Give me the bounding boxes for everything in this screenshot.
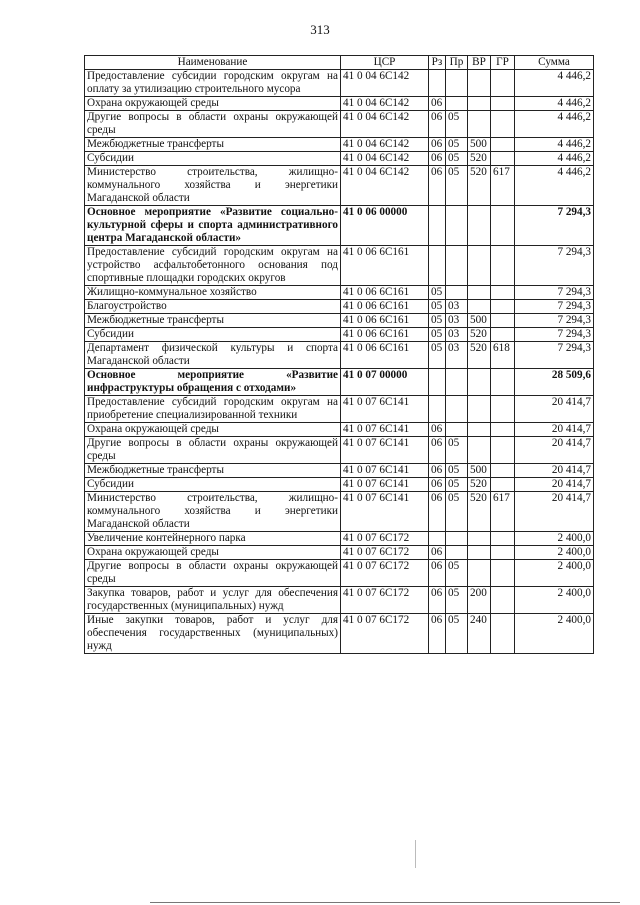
cell-sum: 4 446,2 [515,138,594,152]
cell-sum: 2 400,0 [515,546,594,560]
cell-vr [468,532,491,546]
cell-name: Благоустройство [85,300,341,314]
cell-rz [429,532,446,546]
cell-sum: 7 294,3 [515,300,594,314]
cell-name: Иные закупки товаров, работ и услуг для обеспечения государственных (муниципальных) нужд [85,614,341,654]
header-rz: Рз [429,56,446,70]
cell-gr [491,423,515,437]
cell-pr [446,70,468,97]
cell-pr: 05 [446,614,468,654]
cell-sum: 28 509,6 [515,369,594,396]
cell-gr: 618 [491,342,515,369]
cell-vr: 240 [468,614,491,654]
cell-gr [491,587,515,614]
table-row [85,286,594,300]
cell-csr: 41 0 07 6С141 [341,423,429,437]
table-row [85,300,594,314]
cell-vr [468,546,491,560]
cell-rz [429,246,446,286]
cell-name: Увеличение контейнерного парка [85,532,341,546]
header-row [85,56,594,70]
cell-csr: 41 0 06 6С161 [341,328,429,342]
header-pr: Пр [446,56,468,70]
cell-name: Закупка товаров, работ и услуг для обеспечения государственных (муниципальных) нужд [85,587,341,614]
cell-csr: 41 0 04 6С142 [341,70,429,97]
table-row [85,206,594,246]
cell-gr [491,300,515,314]
cell-vr: 520 [468,342,491,369]
cell-csr: 41 0 04 6С142 [341,152,429,166]
table-row [85,246,594,286]
cell-gr [491,286,515,300]
cell-sum: 4 446,2 [515,70,594,97]
table-row [85,70,594,97]
cell-gr [491,478,515,492]
cell-name: Департамент физической культуры и спорта Магаданской области [85,342,341,369]
cell-name: Основное мероприятие «Развитие социально-культурной сферы и спорта административного центра Магаданской области» [85,206,341,246]
table-row [85,328,594,342]
cell-rz: 06 [429,614,446,654]
cell-vr [468,97,491,111]
cell-sum: 2 400,0 [515,614,594,654]
cell-pr: 05 [446,478,468,492]
cell-vr [468,206,491,246]
cell-pr [446,246,468,286]
cell-sum: 4 446,2 [515,166,594,206]
cell-sum: 2 400,0 [515,532,594,546]
table-row [85,614,594,654]
cell-csr: 41 0 07 6С141 [341,396,429,423]
cell-csr: 41 0 06 6С161 [341,246,429,286]
cell-rz: 06 [429,587,446,614]
cell-csr: 41 0 07 6С172 [341,532,429,546]
cell-vr [468,369,491,396]
cell-name: Другие вопросы в области охраны окружающей среды [85,111,341,138]
table-row [85,587,594,614]
cell-vr [468,396,491,423]
cell-sum: 7 294,3 [515,314,594,328]
cell-name: Жилищно-коммунальное хозяйство [85,286,341,300]
cell-name: Субсидии [85,478,341,492]
cell-rz: 06 [429,152,446,166]
cell-rz: 06 [429,97,446,111]
cell-sum: 4 446,2 [515,111,594,138]
cell-rz: 06 [429,166,446,206]
table-row [85,464,594,478]
table-row [85,138,594,152]
cell-pr [446,423,468,437]
cell-sum: 20 414,7 [515,437,594,464]
cell-pr [446,532,468,546]
cell-pr: 05 [446,138,468,152]
cell-sum: 2 400,0 [515,560,594,587]
table-row [85,97,594,111]
cell-vr: 520 [468,478,491,492]
cell-gr [491,396,515,423]
cell-gr [491,138,515,152]
cell-csr: 41 0 06 6С161 [341,300,429,314]
cell-gr: 617 [491,166,515,206]
cell-sum: 20 414,7 [515,396,594,423]
table-row [85,560,594,587]
cell-rz: 06 [429,111,446,138]
cell-sum: 20 414,7 [515,492,594,532]
cell-pr [446,396,468,423]
table-row [85,492,594,532]
cell-pr: 05 [446,437,468,464]
header-vr: ВР [468,56,491,70]
header-gr: ГР [491,56,515,70]
cell-sum: 20 414,7 [515,464,594,478]
cell-gr [491,464,515,478]
cell-name: Охрана окружающей среды [85,97,341,111]
table-row [85,342,594,369]
cell-vr [468,286,491,300]
cell-name: Субсидии [85,152,341,166]
cell-pr [446,286,468,300]
cell-gr [491,152,515,166]
cell-name: Другие вопросы в области охраны окружающей среды [85,437,341,464]
cell-vr: 520 [468,492,491,532]
cell-name: Предоставление субсидий городским округам на устройство асфальтобетонного основания под спортивные площадки городских округов [85,246,341,286]
cell-name: Предоставление субсидий городским округам на приобретение специализированной техники [85,396,341,423]
cell-vr [468,423,491,437]
cell-rz: 06 [429,138,446,152]
cell-pr: 05 [446,166,468,206]
cell-rz [429,206,446,246]
cell-vr [468,560,491,587]
cell-csr: 41 0 06 6С161 [341,342,429,369]
cell-name: Субсидии [85,328,341,342]
cell-pr: 05 [446,560,468,587]
table-row [85,111,594,138]
cell-csr: 41 0 07 6С172 [341,614,429,654]
cell-sum: 7 294,3 [515,286,594,300]
cell-gr [491,206,515,246]
header-csr: ЦСР [341,56,429,70]
cell-gr [491,328,515,342]
cell-name: Охрана окружающей среды [85,546,341,560]
cell-sum: 2 400,0 [515,587,594,614]
cell-rz: 06 [429,437,446,464]
cell-csr: 41 0 07 6С172 [341,560,429,587]
cell-sum: 20 414,7 [515,478,594,492]
page-number: 313 [310,22,330,37]
cell-pr [446,546,468,560]
cell-gr [491,560,515,587]
cell-rz: 05 [429,300,446,314]
cell-rz: 06 [429,464,446,478]
cell-csr: 41 0 06 00000 [341,206,429,246]
cell-vr: 200 [468,587,491,614]
cell-gr [491,97,515,111]
cell-pr: 05 [446,111,468,138]
cell-vr: 500 [468,138,491,152]
cell-name: Предоставление субсидии городским округам на оплату за утилизацию строительного мусора [85,70,341,97]
cell-vr: 520 [468,152,491,166]
cell-csr: 41 0 07 6С141 [341,492,429,532]
cell-rz: 05 [429,342,446,369]
cell-csr: 41 0 04 6С142 [341,97,429,111]
cell-vr [468,437,491,464]
table-row [85,478,594,492]
scan-artifact-mark [415,840,416,868]
cell-rz: 06 [429,492,446,532]
cell-gr [491,111,515,138]
cell-pr: 03 [446,300,468,314]
cell-vr [468,70,491,97]
cell-vr: 520 [468,166,491,206]
cell-name: Межбюджетные трансферты [85,314,341,328]
cell-sum: 4 446,2 [515,97,594,111]
cell-sum: 7 294,3 [515,206,594,246]
header-name: Наименование [85,56,341,70]
table-row [85,396,594,423]
cell-gr [491,546,515,560]
cell-name: Министерство строительства, жилищно-коммунального хозяйства и энергетики Магаданской области [85,166,341,206]
table-row [85,423,594,437]
table-row [85,437,594,464]
cell-rz [429,70,446,97]
cell-rz [429,369,446,396]
cell-name: Охрана окружающей среды [85,423,341,437]
cell-gr [491,437,515,464]
table-row [85,152,594,166]
cell-rz [429,396,446,423]
cell-csr: 41 0 04 6С142 [341,166,429,206]
cell-rz: 06 [429,423,446,437]
cell-vr: 500 [468,314,491,328]
cell-rz: 06 [429,478,446,492]
table-row [85,166,594,206]
cell-gr: 617 [491,492,515,532]
cell-vr [468,300,491,314]
budget-table [84,55,594,654]
cell-sum: 7 294,3 [515,246,594,286]
cell-rz: 05 [429,328,446,342]
cell-csr: 41 0 04 6С142 [341,138,429,152]
cell-gr [491,369,515,396]
cell-pr [446,97,468,111]
cell-pr: 05 [446,464,468,478]
cell-csr: 41 0 07 6С141 [341,464,429,478]
header-sum: Сумма [515,56,594,70]
cell-pr: 03 [446,314,468,328]
cell-pr: 05 [446,152,468,166]
cell-vr [468,111,491,138]
cell-pr [446,369,468,396]
cell-name: Министерство строительства, жилищно-коммунального хозяйства и энергетики Магаданской области [85,492,341,532]
cell-csr: 41 0 07 00000 [341,369,429,396]
cell-sum: 4 446,2 [515,152,594,166]
cell-pr: 03 [446,342,468,369]
table-row [85,369,594,396]
cell-csr: 41 0 06 6С161 [341,286,429,300]
cell-sum: 7 294,3 [515,342,594,369]
table-row [85,546,594,560]
cell-csr: 41 0 06 6С161 [341,314,429,328]
scan-artifact-line [150,902,620,903]
cell-rz: 05 [429,286,446,300]
cell-csr: 41 0 07 6С141 [341,437,429,464]
cell-gr [491,614,515,654]
cell-pr: 05 [446,587,468,614]
cell-name: Межбюджетные трансферты [85,464,341,478]
cell-csr: 41 0 04 6С142 [341,111,429,138]
cell-csr: 41 0 07 6С172 [341,546,429,560]
cell-rz: 06 [429,560,446,587]
cell-sum: 20 414,7 [515,423,594,437]
cell-name: Межбюджетные трансферты [85,138,341,152]
table-row [85,532,594,546]
cell-pr: 03 [446,328,468,342]
cell-rz: 05 [429,314,446,328]
cell-name: Другие вопросы в области охраны окружающей среды [85,560,341,587]
cell-vr: 500 [468,464,491,478]
cell-name: Основное мероприятие «Развитие инфраструктуры обращения с отходами» [85,369,341,396]
cell-gr [491,532,515,546]
cell-gr [491,314,515,328]
cell-gr [491,70,515,97]
cell-pr [446,206,468,246]
cell-csr: 41 0 07 6С141 [341,478,429,492]
cell-vr: 520 [468,328,491,342]
cell-vr [468,246,491,286]
cell-csr: 41 0 07 6С172 [341,587,429,614]
cell-pr: 05 [446,492,468,532]
cell-gr [491,246,515,286]
cell-rz: 06 [429,546,446,560]
table-row [85,314,594,328]
cell-sum: 7 294,3 [515,328,594,342]
